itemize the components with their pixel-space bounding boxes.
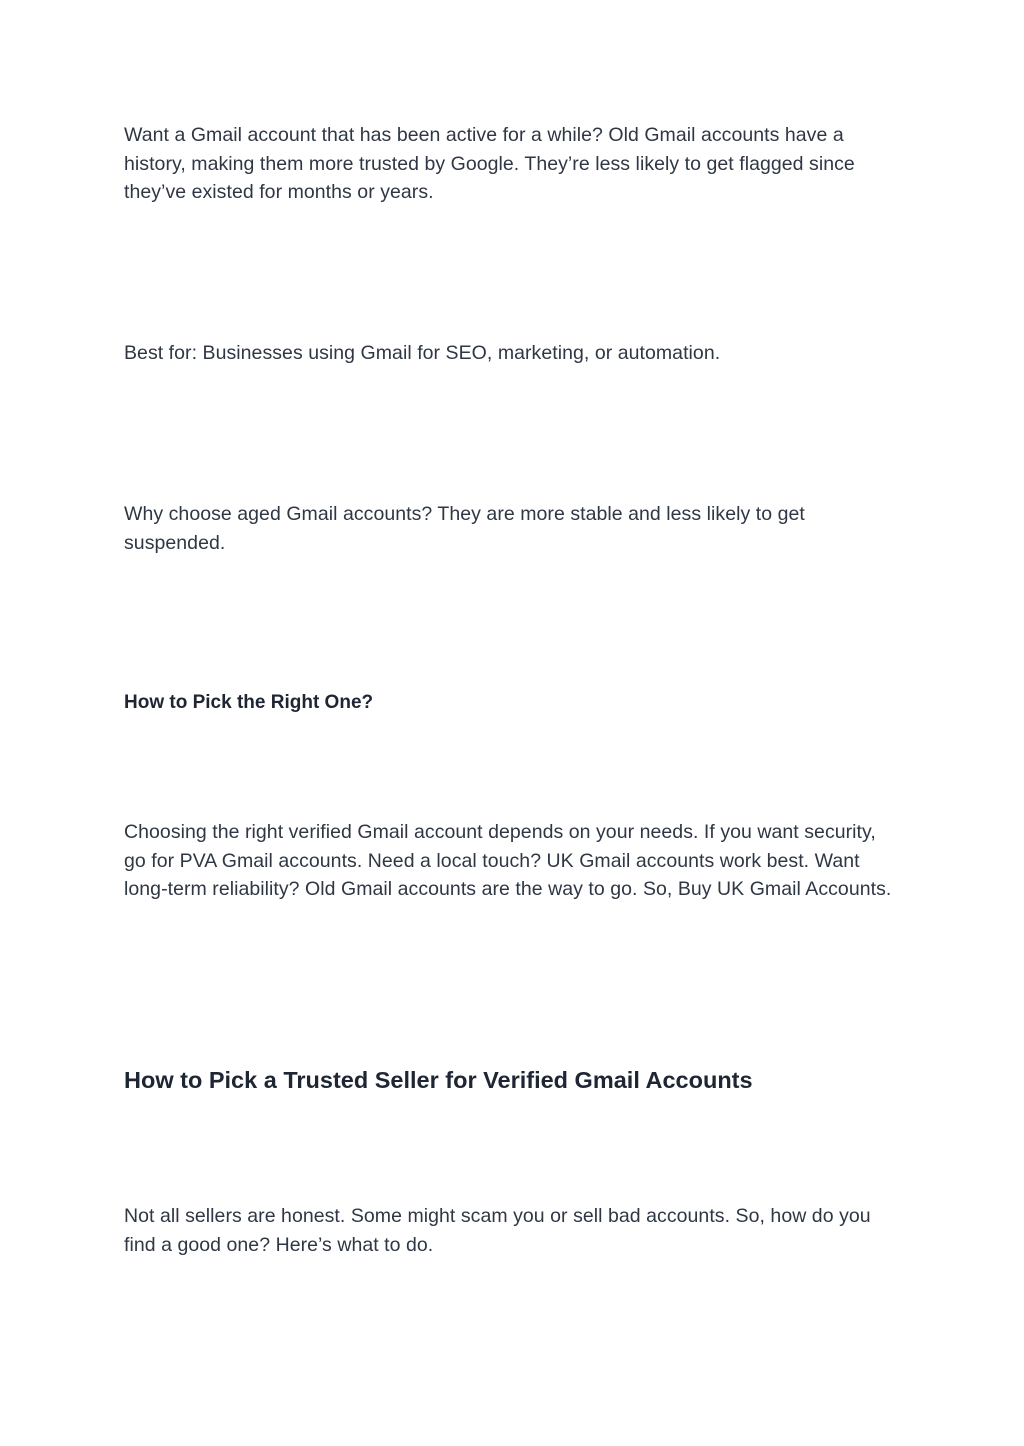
paragraph-best-for: Best for: Businesses using Gmail for SEO, marketing, or automation. (124, 342, 721, 364)
paragraph-not-all-sellers: Not all sellers are honest. Some might scam you or sell bad accounts. So, how do you find a good one? Here’s what to do. (124, 1205, 871, 1256)
paragraph-old-gmail: Want a Gmail account that has been active for a while? Old Gmail accounts have a history, making them more trusted by Google. They’re less likely to get flagged since they’ve existed for months or years. (124, 124, 855, 203)
paragraph-why-aged: Why choose aged Gmail accounts? They are more stable and less likely to get suspended. (124, 503, 805, 554)
heading-trusted-seller: How to Pick a Trusted Seller for Verified Gmail Accounts (124, 1067, 753, 1093)
paragraph-choosing: Choosing the right verified Gmail account depends on your needs. If you want security, go for PVA Gmail accounts. Need a local touch? UK Gmail accounts work best. Want long-term reliability? Old Gmail accounts are the way to go. So, Buy UK Gmail Accounts. (124, 821, 892, 900)
subheading-pick-right: How to Pick the Right One? (124, 692, 374, 713)
